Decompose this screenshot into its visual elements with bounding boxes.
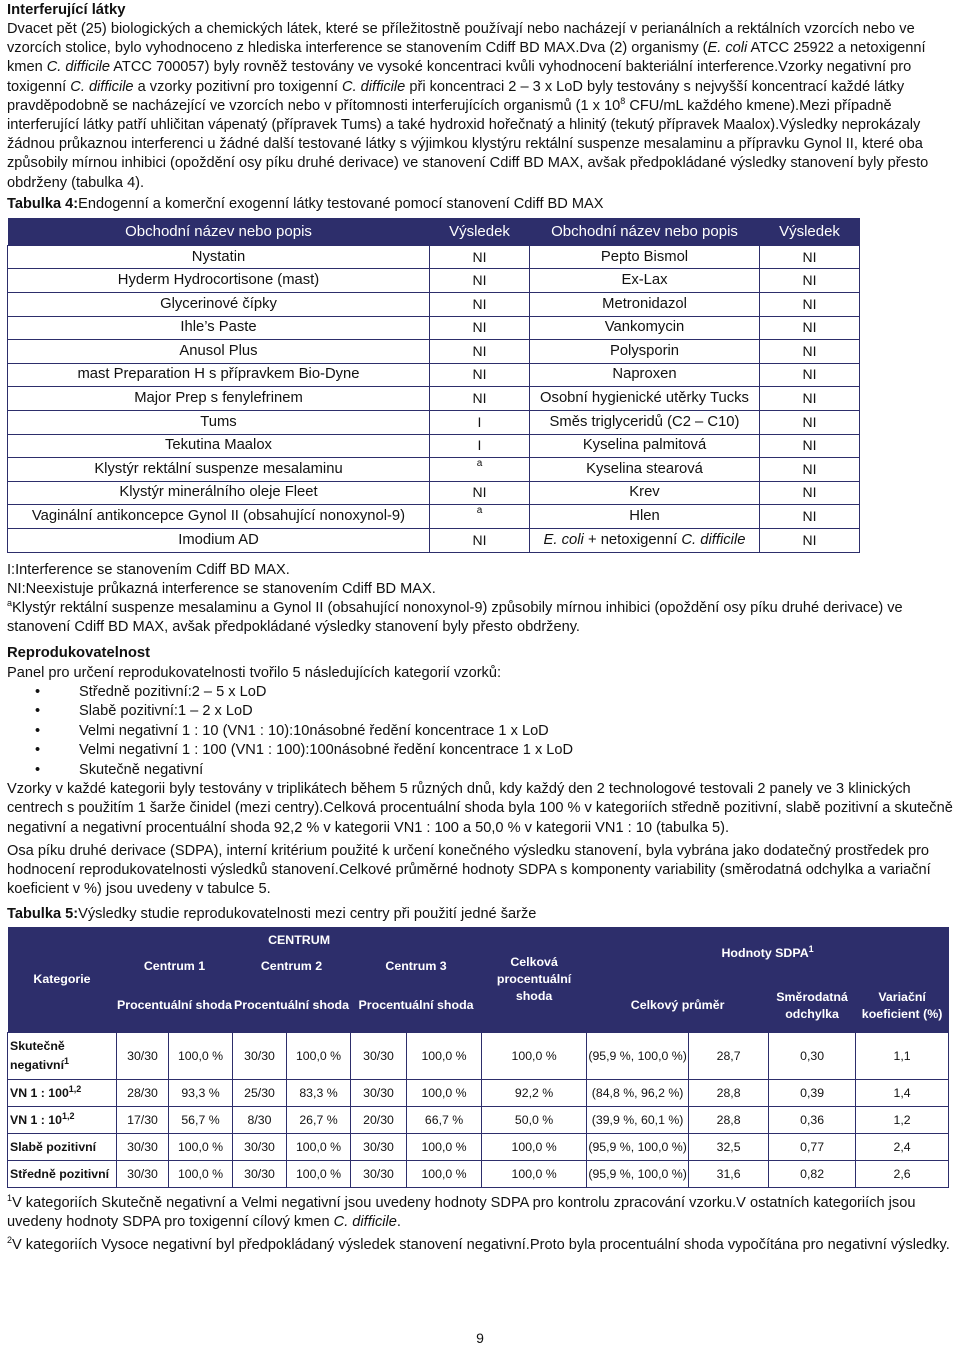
value-cell: 28,8 <box>689 1080 769 1107</box>
substance-cell: Ex-Lax <box>530 269 760 293</box>
table-row <box>8 410 860 434</box>
value-cell: 100,0 % <box>287 1134 351 1161</box>
value-cell: 66,7 % <box>407 1107 482 1134</box>
list-item: • Skutečně negativní <box>79 761 953 781</box>
value-cell: 25/30 <box>233 1080 287 1107</box>
result-cell: NI <box>430 245 530 269</box>
value-cell: 1,1 <box>856 1033 949 1080</box>
substance-cell: Tekutina Maalox <box>8 434 430 458</box>
value-cell: 100,0 % <box>287 1161 351 1188</box>
table5-header-pct: Procentuální shoda <box>351 979 482 1033</box>
substance-cell: Klystýr minerálního oleje Fleet <box>8 481 430 505</box>
value-cell: 50,0 % <box>482 1107 587 1134</box>
value-cell: 17/30 <box>117 1107 169 1134</box>
reproducibility-paragraph-2: Vzorky v každé kategorii byly testovány v triplikátech během 5 různých dnů, kdy každý den 2 technologové testovali 2 panely ve 3 klinických centrech s použitím 1 šarže činidel (mezi centry).Celková procentuální shoda byla 100 % v kategoriích středně pozitivní, slabě pozitivní a skutečně negativní a negativní procentuální shoda 92,2 % v kategorii VN1 : 100 a 50,0 % v kategorii VN1 : 10 (tabulka 5). <box>7 781 953 836</box>
table5-header-center: Centrum 3 <box>351 953 482 979</box>
result-cell: NI <box>760 387 860 411</box>
value-cell: 0,30 <box>769 1033 856 1080</box>
table-row <box>8 458 860 482</box>
table5-header-mean: Celkový průměr <box>587 979 769 1033</box>
substance-cell: Ihle’s Paste <box>8 316 430 340</box>
table5-caption: Tabulka 5:Výsledky studie reprodukovatelnosti mezi centry při použití jedné šarže <box>7 906 537 923</box>
result-cell: NI <box>760 528 860 552</box>
value-cell: 2,4 <box>856 1134 949 1161</box>
substance-cell: Klystýr rektální suspenze mesalaminu <box>8 458 430 482</box>
reproducibility-paragraph-3: Osa píku druhé derivace (SDPA), interní kritérium použité k určení konečného výsledku stanovení, byla vybrána jako dodatečný prostředek pro hodnocení reprodukovatelnosti výsledků stanovení.Celkové průměrné hodnoty SDPA s komponenty variability (směrodatná odchylka a variační koeficient v %) jsou uvedeny v tabulce 5. <box>7 842 931 898</box>
table-row <box>8 434 860 458</box>
value-cell: 100,0 % <box>482 1161 587 1188</box>
result-cell: NI <box>430 340 530 364</box>
value-cell: 0,82 <box>769 1161 856 1188</box>
value-cell: 100,0 % <box>169 1161 233 1188</box>
table5-header-cv: Variační koeficient (%) <box>856 979 949 1033</box>
value-cell: 1,2 <box>856 1107 949 1134</box>
result-cell: NI <box>760 505 860 529</box>
table4-note-i: I:Interference se stanovením Cdiff BD MAX. <box>7 561 290 578</box>
value-cell: 1,4 <box>856 1080 949 1107</box>
substance-cell: E. coli + netoxigenní C. difficile <box>530 528 760 552</box>
result-cell: NI <box>760 269 860 293</box>
table4 <box>7 218 860 553</box>
substance-cell: Metronidazol <box>530 293 760 317</box>
table-row <box>8 505 860 529</box>
value-cell: 30/30 <box>233 1033 287 1080</box>
substance-cell: Kyselina stearová <box>530 458 760 482</box>
list-item: • Slabě pozitivní:1 – 2 x LoD <box>79 702 953 722</box>
table5-header-sd: Směrodatná odchylka <box>769 979 856 1033</box>
table-row <box>8 340 860 364</box>
table-row <box>8 363 860 387</box>
table-row <box>8 1107 949 1134</box>
table4-caption: Tabulka 4:Endogenní a komerční exogenní látky testované pomocí stanovení Cdiff BD MAX <box>7 195 604 212</box>
table5 <box>7 927 949 1188</box>
table4-header-cell: Výsledek <box>760 218 860 246</box>
value-cell: 0,39 <box>769 1080 856 1107</box>
substance-cell: Major Prep s fenylefrinem <box>8 387 430 411</box>
value-cell: 100,0 % <box>287 1033 351 1080</box>
result-cell: NI <box>760 363 860 387</box>
value-cell: 100,0 % <box>169 1033 233 1080</box>
substance-cell: Osobní hygienické utěrky Tucks <box>530 387 760 411</box>
value-cell: 30/30 <box>351 1080 407 1107</box>
table-row <box>8 481 860 505</box>
value-cell: (84,8 %, 96,2 %) <box>587 1080 689 1107</box>
result-cell: NI <box>430 269 530 293</box>
reproducibility-intro: Panel pro určení reprodukovatelnosti tvořilo 5 následujících kategorií vzorků: <box>7 664 502 681</box>
list-item: • Středně pozitivní:2 – 5 x LoD <box>79 683 953 703</box>
value-cell: 28,8 <box>689 1107 769 1134</box>
value-cell: 2,6 <box>856 1161 949 1188</box>
table-row <box>8 387 860 411</box>
substance-cell: Vaginální antikoncepce Gynol II (obsahující nonoxynol-9) <box>8 505 430 529</box>
value-cell: 30/30 <box>117 1134 169 1161</box>
value-cell: 30/30 <box>117 1161 169 1188</box>
table5-header-total: Celková procentuální shoda <box>482 927 587 1033</box>
substance-cell: Kyselina palmitová <box>530 434 760 458</box>
result-cell: a <box>430 458 530 482</box>
substance-cell: Polysporin <box>530 340 760 364</box>
table4-header-row <box>8 218 860 246</box>
result-cell: NI <box>760 434 860 458</box>
value-cell: 0,77 <box>769 1134 856 1161</box>
result-cell: I <box>430 410 530 434</box>
result-cell: NI <box>760 293 860 317</box>
value-cell: 100,0 % <box>407 1134 482 1161</box>
value-cell: 83,3 % <box>287 1080 351 1107</box>
value-cell: 30/30 <box>351 1134 407 1161</box>
value-cell: 100,0 % <box>407 1033 482 1080</box>
result-cell: NI <box>430 316 530 340</box>
table-row <box>8 1033 949 1080</box>
substance-cell: Krev <box>530 481 760 505</box>
substance-cell: Hlen <box>530 505 760 529</box>
table4-header-cell: Obchodní název nebo popis <box>8 218 430 246</box>
category-cell: Středně pozitivní <box>8 1161 117 1188</box>
value-cell: 100,0 % <box>169 1134 233 1161</box>
table5-header-pct: Procentuální shoda <box>117 979 233 1033</box>
substance-cell: Anusol Plus <box>8 340 430 364</box>
value-cell: 8/30 <box>233 1107 287 1134</box>
result-cell: NI <box>760 316 860 340</box>
value-cell: 30/30 <box>233 1161 287 1188</box>
result-cell: NI <box>430 387 530 411</box>
table5-header-sdpa: Hodnoty SDPA$^1$ <box>587 927 949 979</box>
value-cell: (95,9 %, 100,0 %) <box>587 1161 689 1188</box>
substance-cell: Hyderm Hydrocortisone (mast) <box>8 269 430 293</box>
category-cell: Slabě pozitivní <box>8 1134 117 1161</box>
section-heading-interference: Interferující látky <box>7 2 126 18</box>
substance-cell: mast Preparation H s přípravkem Bio-Dyne <box>8 363 430 387</box>
table4-header-cell: Výsledek <box>430 218 530 246</box>
value-cell: (39,9 %, 60,1 %) <box>587 1107 689 1134</box>
result-cell: NI <box>760 340 860 364</box>
substance-cell: Pepto Bismol <box>530 245 760 269</box>
table-row <box>8 269 860 293</box>
table-row <box>8 1161 949 1188</box>
category-cell: VN 1 : 100$^{1,2}$ <box>8 1080 117 1107</box>
value-cell: 56,7 % <box>169 1107 233 1134</box>
list-item: • Velmi negativní 1 : 100 (VN1 : 100):100násobné ředění koncentrace 1 x LoD <box>79 741 953 761</box>
table-row <box>8 1080 949 1107</box>
value-cell: 30/30 <box>351 1033 407 1080</box>
value-cell: 0,36 <box>769 1107 856 1134</box>
document-page <box>7 0 953 1255</box>
result-cell: NI <box>760 481 860 505</box>
table5-header-center: Centrum 2 <box>233 953 351 979</box>
value-cell: (95,9 %, 100,0 %) <box>587 1134 689 1161</box>
substance-cell: Glycerinové čípky <box>8 293 430 317</box>
value-cell: 28/30 <box>117 1080 169 1107</box>
table4-note-ni: NI:Neexistuje průkazná interference se stanovením Cdiff BD MAX. <box>7 580 436 597</box>
category-cell: Skutečně negativní$^1$ <box>8 1033 117 1080</box>
table5-header-pct: Procentuální shoda <box>233 979 351 1033</box>
result-cell: a <box>430 505 530 529</box>
substance-cell: Vankomycin <box>530 316 760 340</box>
table-row <box>8 245 860 269</box>
table5-header-kategorie: Kategorie <box>8 927 117 1033</box>
result-cell: NI <box>430 293 530 317</box>
table4-note-a: $^a$Klystýr rektální suspenze mesalaminu a Gynol II (obsahující nonoxynol-9) způsobily mírnou inhibici (opoždění osy píku druhé derivace) ve stanovení Cdiff BD MAX, avšak předpokládané výsledky stanovení byly přesto obdrženy. <box>7 597 903 635</box>
substance-cell: Nystatin <box>8 245 430 269</box>
interference-paragraph: Dvacet pět (25) biologických a chemických látek, které se příležitostně používají nebo nacházejí v perianálních a rektálních vzorcích nebo ve vzorcích stolice, bylo vyhodnoceno z hlediska interference se stanovením Cdiff BD MAX.Dva (2) organismy (E. coli ATCC 25922 a netoxigenní kmen C. difficile ATCC 700057) byly rovněž testovány ve vysoké koncentraci kvůli vyhodnocení bakteriální interference.Vzorky negativní pro toxigenní C. difficile a vzorky pozitivní pro toxigenní C. difficile při koncentraci 2 – 3 x LoD byly testovány s nejvyšší koncentrací každé látky pravděpodobně se nacházející ve vzorcích nebo v přítomnosti interferujících organismů (1 x $10^8$ CFU/mL každého kmene).Mezi případně interferující látky patří uhličitan vápenatý (přípravek Tums) a také hydroxid hořečnatý a hlinitý (tekutý přípravek Maalox).Výsledky neprokázaly žádnou průkaznou interferenci u žádné další testované látky s výjimkou klystýru rektální suspenze mesalaminu a přípravku Gynol II, které oba způsobily mírnou inhibici (opoždění osy píku druhé derivace) ve stanovení Cdiff BD MAX, avšak předpokládané výsledky stanovení byly přesto obdrženy (tabulka 4). <box>7 21 929 191</box>
substance-cell: Naproxen <box>530 363 760 387</box>
value-cell: (95,9 %, 100,0 %) <box>587 1033 689 1080</box>
value-cell: 32,5 <box>689 1134 769 1161</box>
table-row <box>8 1134 949 1161</box>
table-row <box>8 528 860 552</box>
value-cell: 30/30 <box>233 1134 287 1161</box>
result-cell: NI <box>430 528 530 552</box>
value-cell: 93,3 % <box>169 1080 233 1107</box>
value-cell: 30/30 <box>351 1161 407 1188</box>
value-cell: 92,2 % <box>482 1080 587 1107</box>
table-row <box>8 293 860 317</box>
value-cell: 100,0 % <box>482 1033 587 1080</box>
table5-header-centrum: CENTRUM <box>117 927 482 953</box>
result-cell: NI <box>430 363 530 387</box>
result-cell: NI <box>760 410 860 434</box>
substance-cell: Imodium AD <box>8 528 430 552</box>
substance-cell: Tums <box>8 410 430 434</box>
table5-footnote-1: $^1$V kategoriích Skutečně negativní a Velmi negativní jsou uvedeny hodnoty SDPA pro kontrolu zpracování vzorku.V ostatních kategoriích jsou uvedeny hodnoty SDPA pro toxigenní cílový kmen C. difficile. <box>7 1193 916 1231</box>
value-cell: 26,7 % <box>287 1107 351 1134</box>
result-cell: NI <box>760 458 860 482</box>
value-cell: 28,7 <box>689 1033 769 1080</box>
table-row <box>8 316 860 340</box>
category-cell: VN 1 : 10$^{1,2}$ <box>8 1107 117 1134</box>
value-cell: 100,0 % <box>482 1134 587 1161</box>
list-item: • Velmi negativní 1 : 10 (VN1 : 10):10násobné ředění koncentrace 1 x LoD <box>79 722 953 742</box>
value-cell: 20/30 <box>351 1107 407 1134</box>
value-cell: 30/30 <box>117 1033 169 1080</box>
table5-header-center: Centrum 1 <box>117 953 233 979</box>
value-cell: 100,0 % <box>407 1161 482 1188</box>
result-cell: NI <box>760 245 860 269</box>
substance-cell: Směs triglyceridů (C2 – C10) <box>530 410 760 434</box>
value-cell: 31,6 <box>689 1161 769 1188</box>
page-number: 9 <box>476 1330 484 1346</box>
table5-footnote-2: $^2$V kategoriích Vysoce negativní byl předpokládaný výsledek stanovení negativní.Proto byla procentuální shoda vypočítána pro negativní výsledky. <box>7 1235 950 1254</box>
value-cell: 100,0 % <box>407 1080 482 1107</box>
section-heading-reproducibility: Reprodukovatelnost <box>7 644 151 661</box>
result-cell: I <box>430 434 530 458</box>
table4-header-cell: Obchodní název nebo popis <box>530 218 760 246</box>
result-cell: NI <box>430 481 530 505</box>
sample-category-list <box>7 683 953 781</box>
